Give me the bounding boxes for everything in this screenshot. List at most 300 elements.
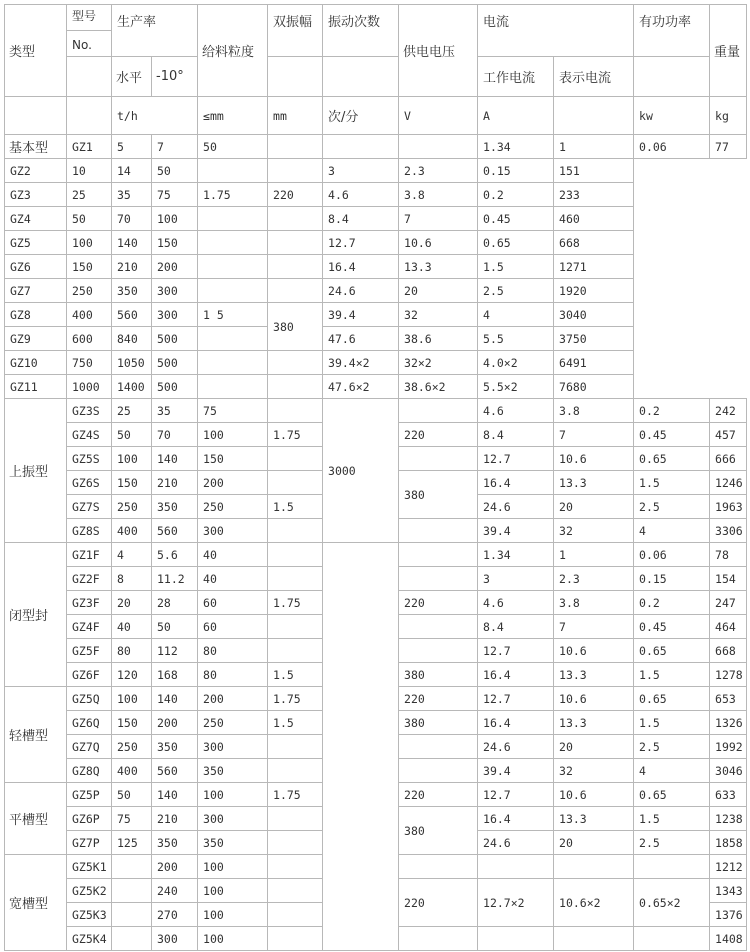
cell-horizontal: 600 bbox=[67, 327, 112, 351]
cell-weight: 233 bbox=[554, 183, 634, 207]
cell-work-current: 24.6 bbox=[478, 495, 554, 519]
cell-minus10: 210 bbox=[112, 255, 152, 279]
cell-power: 4 bbox=[478, 303, 554, 327]
cell-amplitude bbox=[198, 159, 268, 183]
group-label-basic: 基本型 bbox=[5, 135, 67, 159]
cell-power: 0.06 bbox=[634, 135, 710, 159]
unit-feed-size: ≤mm bbox=[198, 97, 268, 135]
cell-work-current: 47.6×2 bbox=[323, 375, 399, 399]
cell-work-current: 1.34 bbox=[478, 135, 554, 159]
cell-minus10: 168 bbox=[152, 663, 198, 687]
cell-amplitude bbox=[268, 735, 323, 759]
cell-horizontal bbox=[112, 879, 152, 903]
cell-minus10: 7 bbox=[152, 135, 198, 159]
cell-amplitude bbox=[198, 351, 268, 375]
cell-horizontal: 250 bbox=[67, 279, 112, 303]
cell-work-current: 39.4×2 bbox=[323, 351, 399, 375]
group-label-top-vibe: 上振型 bbox=[5, 399, 67, 543]
cell-work-current: 3 bbox=[323, 159, 399, 183]
cell-horizontal: 100 bbox=[112, 447, 152, 471]
cell-power: 4 bbox=[634, 759, 710, 783]
cell-model: GZ8S bbox=[67, 519, 112, 543]
unit-current: A bbox=[478, 97, 554, 135]
cell-minus10: 200 bbox=[152, 855, 198, 879]
cell-amplitude bbox=[268, 543, 323, 567]
cell-amplitude bbox=[198, 255, 268, 279]
cell-voltage bbox=[399, 567, 478, 591]
cell-work-current: 12.7 bbox=[323, 231, 399, 255]
cell-minus10: 70 bbox=[112, 207, 152, 231]
cell-model: GZ2F bbox=[67, 567, 112, 591]
cell-display-current: 20 bbox=[554, 735, 634, 759]
cell-voltage: 220 bbox=[399, 879, 478, 927]
cell-power: 4.0×2 bbox=[478, 351, 554, 375]
cell-display-current: 20 bbox=[554, 831, 634, 855]
header-type: 类型 bbox=[5, 5, 67, 97]
cell-feed: 500 bbox=[152, 375, 198, 399]
cell-amplitude: 1.5 bbox=[268, 495, 323, 519]
cell-minus10: 140 bbox=[152, 447, 198, 471]
cell-work-current: 3 bbox=[478, 567, 554, 591]
cell-weight: 3750 bbox=[554, 327, 634, 351]
cell-display-current: 13.3 bbox=[554, 663, 634, 687]
cell-voltage bbox=[268, 375, 323, 399]
cell-horizontal: 150 bbox=[112, 471, 152, 495]
cell-display-current: 2.3 bbox=[399, 159, 478, 183]
cell-feed: 300 bbox=[152, 303, 198, 327]
cell-horizontal: 125 bbox=[112, 831, 152, 855]
cell-display-current: 38.6×2 bbox=[399, 375, 478, 399]
cell-weight: 1992 bbox=[710, 735, 747, 759]
cell-feed: 250 bbox=[198, 495, 268, 519]
cell-amplitude bbox=[268, 447, 323, 471]
cell-horizontal: 1000 bbox=[67, 375, 112, 399]
cell-horizontal bbox=[112, 855, 152, 879]
cell-voltage: 220 bbox=[399, 591, 478, 615]
cell-model: GZ1 bbox=[67, 135, 112, 159]
cell-display-current: 32 bbox=[399, 303, 478, 327]
cell-display-current: 38.6 bbox=[399, 327, 478, 351]
cell-model: GZ6 bbox=[5, 255, 67, 279]
cell-display-current: 20 bbox=[554, 495, 634, 519]
cell-display-current: 13.3 bbox=[554, 471, 634, 495]
cell-voltage bbox=[399, 399, 478, 423]
cell-feed: 200 bbox=[152, 255, 198, 279]
table-row bbox=[5, 231, 747, 255]
cell-power: 0.45 bbox=[634, 423, 710, 447]
cell-feed: 300 bbox=[198, 807, 268, 831]
cell-work-current: 16.4 bbox=[478, 663, 554, 687]
cell-display-current: 13.3 bbox=[554, 711, 634, 735]
unit-capacity: t/h bbox=[112, 97, 198, 135]
cell-vib-freq-merged bbox=[323, 135, 399, 159]
cell-work-current: 4.6 bbox=[478, 399, 554, 423]
table-row bbox=[5, 543, 747, 567]
cell-horizontal: 50 bbox=[112, 423, 152, 447]
cell-work-current: 39.4 bbox=[478, 759, 554, 783]
cell-work-current: 24.6 bbox=[478, 735, 554, 759]
cell-horizontal: 100 bbox=[112, 687, 152, 711]
cell-horizontal: 100 bbox=[67, 231, 112, 255]
cell-weight: 633 bbox=[710, 783, 747, 807]
header-blank bbox=[323, 57, 399, 97]
table-row bbox=[5, 159, 747, 183]
cell-feed: 100 bbox=[198, 927, 268, 951]
header-current: 电流 bbox=[478, 5, 634, 57]
header-feed-size: 给料粒度 bbox=[198, 5, 268, 97]
cell-minus10: 5.6 bbox=[152, 543, 198, 567]
cell-feed: 500 bbox=[152, 327, 198, 351]
cell-work-current: 4.6 bbox=[323, 183, 399, 207]
cell-feed: 150 bbox=[152, 231, 198, 255]
cell-power: 2.5 bbox=[634, 495, 710, 519]
cell-amplitude: 1.5 bbox=[268, 711, 323, 735]
cell-minus10: 350 bbox=[152, 495, 198, 519]
cell-model: GZ5K3 bbox=[67, 903, 112, 927]
cell-minus10: 840 bbox=[112, 327, 152, 351]
table-row bbox=[5, 135, 747, 159]
cell-work-current: 12.7 bbox=[478, 783, 554, 807]
cell-amplitude bbox=[198, 375, 268, 399]
cell-work-current: 16.4 bbox=[478, 711, 554, 735]
cell-feed: 40 bbox=[198, 567, 268, 591]
cell-horizontal: 80 bbox=[112, 639, 152, 663]
cell-weight: 6491 bbox=[554, 351, 634, 375]
cell-weight: 666 bbox=[710, 447, 747, 471]
group-label-wide: 宽槽型 bbox=[5, 855, 67, 951]
cell-feed: 40 bbox=[198, 543, 268, 567]
cell-voltage: 380 bbox=[399, 471, 478, 519]
cell-voltage bbox=[399, 519, 478, 543]
cell-voltage bbox=[399, 135, 478, 159]
cell-display-current: 7 bbox=[399, 207, 478, 231]
cell-display-current: 32×2 bbox=[399, 351, 478, 375]
header-model: 型号 bbox=[67, 5, 112, 31]
cell-voltage bbox=[399, 615, 478, 639]
cell-voltage: 220 bbox=[399, 687, 478, 711]
cell-minus10: 112 bbox=[152, 639, 198, 663]
cell-feed: 75 bbox=[152, 183, 198, 207]
cell-weight: 1920 bbox=[554, 279, 634, 303]
cell-display-current: 3.8 bbox=[554, 399, 634, 423]
cell-weight: 1326 bbox=[710, 711, 747, 735]
cell-voltage bbox=[268, 207, 323, 231]
cell-minus10: 50 bbox=[152, 615, 198, 639]
cell-model: GZ6S bbox=[67, 471, 112, 495]
cell-model: GZ5P bbox=[67, 783, 112, 807]
cell-minus10: 350 bbox=[152, 831, 198, 855]
cell-feed: 200 bbox=[198, 687, 268, 711]
cell-minus10: 70 bbox=[152, 423, 198, 447]
cell-model: GZ11 bbox=[5, 375, 67, 399]
cell-amplitude bbox=[268, 639, 323, 663]
cell-horizontal: 20 bbox=[112, 591, 152, 615]
unit-weight: kg bbox=[710, 97, 747, 135]
cell-power: 0.06 bbox=[634, 543, 710, 567]
cell-power: 0.65 bbox=[478, 231, 554, 255]
cell-voltage bbox=[399, 735, 478, 759]
cell-feed: 100 bbox=[198, 879, 268, 903]
cell-feed: 100 bbox=[152, 207, 198, 231]
cell-horizontal: 25 bbox=[67, 183, 112, 207]
cell-minus10: 210 bbox=[152, 807, 198, 831]
cell-vib-freq-blank bbox=[323, 543, 399, 951]
cell-display-current: 3.8 bbox=[399, 183, 478, 207]
cell-horizontal: 75 bbox=[112, 807, 152, 831]
group-label-flat: 平槽型 bbox=[5, 783, 67, 855]
cell-feed: 250 bbox=[198, 711, 268, 735]
cell-voltage bbox=[268, 351, 323, 375]
cell-voltage bbox=[399, 855, 478, 879]
cell-amplitude bbox=[268, 927, 323, 951]
cell-amplitude bbox=[268, 855, 323, 879]
cell-power: 1.5 bbox=[634, 471, 710, 495]
cell-weight: 7680 bbox=[554, 375, 634, 399]
cell-power: 2.5 bbox=[634, 831, 710, 855]
cell-amplitude bbox=[198, 207, 268, 231]
cell-horizontal: 5 bbox=[112, 135, 152, 159]
cell-power: 5.5 bbox=[478, 327, 554, 351]
header-blank bbox=[67, 57, 112, 97]
header-horizontal: 水平 bbox=[112, 57, 152, 97]
cell-display-current: 7 bbox=[554, 615, 634, 639]
cell-work-current: 12.7 bbox=[478, 447, 554, 471]
cell-horizontal: 400 bbox=[112, 759, 152, 783]
cell-display-current bbox=[554, 927, 634, 951]
cell-work-current: 47.6 bbox=[323, 327, 399, 351]
cell-weight: 78 bbox=[710, 543, 747, 567]
cell-model: GZ5S bbox=[67, 447, 112, 471]
cell-amplitude bbox=[268, 471, 323, 495]
cell-amplitude bbox=[268, 759, 323, 783]
cell-power: 0.65 bbox=[634, 687, 710, 711]
cell-minus10: 1050 bbox=[112, 351, 152, 375]
cell-horizontal: 10 bbox=[67, 159, 112, 183]
header-blank bbox=[634, 57, 710, 97]
cell-work-current bbox=[478, 927, 554, 951]
table-row bbox=[5, 399, 747, 423]
cell-voltage bbox=[399, 447, 478, 471]
cell-feed: 100 bbox=[198, 903, 268, 927]
cell-weight: 653 bbox=[710, 687, 747, 711]
spec-table bbox=[4, 4, 747, 951]
cell-model: GZ5Q bbox=[67, 687, 112, 711]
cell-work-current: 24.6 bbox=[323, 279, 399, 303]
header-display-current: 表示电流 bbox=[554, 57, 634, 97]
cell-model: GZ4F bbox=[67, 615, 112, 639]
unit-blank bbox=[5, 97, 67, 135]
cell-voltage: 380 bbox=[399, 807, 478, 855]
table-row bbox=[5, 183, 747, 207]
cell-model: GZ3S bbox=[67, 399, 112, 423]
cell-work-current: 12.7 bbox=[478, 687, 554, 711]
cell-feed: 300 bbox=[198, 735, 268, 759]
cell-work-current: 12.7 bbox=[478, 639, 554, 663]
cell-amplitude bbox=[268, 903, 323, 927]
cell-model: GZ5K2 bbox=[67, 879, 112, 903]
cell-work-current: 8.4 bbox=[478, 615, 554, 639]
cell-minus10: 1400 bbox=[112, 375, 152, 399]
cell-weight: 77 bbox=[710, 135, 747, 159]
cell-work-current: 8.4 bbox=[478, 423, 554, 447]
cell-amplitude: 1.75 bbox=[268, 591, 323, 615]
cell-model: GZ7 bbox=[5, 279, 67, 303]
cell-minus10: 560 bbox=[152, 759, 198, 783]
cell-amplitude: 1.5 bbox=[268, 663, 323, 687]
cell-minus10: 560 bbox=[112, 303, 152, 327]
cell-horizontal: 250 bbox=[112, 735, 152, 759]
cell-minus10: 35 bbox=[112, 183, 152, 207]
cell-feed: 50 bbox=[198, 135, 268, 159]
cell-voltage bbox=[268, 255, 323, 279]
cell-model: GZ7P bbox=[67, 831, 112, 855]
cell-work-current: 16.4 bbox=[478, 807, 554, 831]
cell-feed: 50 bbox=[152, 159, 198, 183]
cell-horizontal: 8 bbox=[112, 567, 152, 591]
cell-horizontal: 150 bbox=[112, 711, 152, 735]
cell-power: 0.2 bbox=[478, 183, 554, 207]
cell-minus10: 350 bbox=[152, 735, 198, 759]
cell-voltage bbox=[268, 159, 323, 183]
cell-minus10: 210 bbox=[152, 471, 198, 495]
cell-model: GZ1F bbox=[67, 543, 112, 567]
cell-minus10: 560 bbox=[152, 519, 198, 543]
cell-horizontal: 40 bbox=[112, 615, 152, 639]
cell-horizontal: 120 bbox=[112, 663, 152, 687]
unit-vib-freq: 次/分 bbox=[323, 97, 399, 135]
cell-horizontal: 150 bbox=[67, 255, 112, 279]
cell-weight: 1858 bbox=[710, 831, 747, 855]
cell-work-current: 1.34 bbox=[478, 543, 554, 567]
cell-model: GZ9 bbox=[5, 327, 67, 351]
header-voltage: 供电电压 bbox=[399, 5, 478, 97]
cell-model: GZ7S bbox=[67, 495, 112, 519]
cell-work-current: 4.6 bbox=[478, 591, 554, 615]
cell-model: GZ10 bbox=[5, 351, 67, 375]
cell-weight: 1212 bbox=[710, 855, 747, 879]
cell-work-current: 16.4 bbox=[478, 471, 554, 495]
cell-horizontal bbox=[112, 903, 152, 927]
cell-minus10: 11.2 bbox=[152, 567, 198, 591]
cell-model: GZ6Q bbox=[67, 711, 112, 735]
cell-display-current: 1 bbox=[554, 543, 634, 567]
cell-amplitude bbox=[268, 807, 323, 831]
cell-power: 0.65 bbox=[634, 783, 710, 807]
cell-power: 2.5 bbox=[478, 279, 554, 303]
cell-feed: 60 bbox=[198, 591, 268, 615]
cell-minus10: 300 bbox=[152, 927, 198, 951]
cell-model: GZ8Q bbox=[67, 759, 112, 783]
cell-feed: 300 bbox=[152, 279, 198, 303]
header-blank bbox=[268, 57, 323, 97]
cell-weight: 1343 bbox=[710, 879, 747, 903]
cell-amplitude: 1.75 bbox=[198, 183, 268, 207]
cell-power: 1.5 bbox=[634, 807, 710, 831]
cell-display-current: 13.3 bbox=[399, 255, 478, 279]
cell-model: GZ5K1 bbox=[67, 855, 112, 879]
cell-weight: 3040 bbox=[554, 303, 634, 327]
table-row bbox=[5, 255, 747, 279]
cell-feed: 60 bbox=[198, 615, 268, 639]
cell-voltage bbox=[268, 279, 323, 303]
cell-amplitude bbox=[268, 519, 323, 543]
cell-minus10: 28 bbox=[152, 591, 198, 615]
cell-amplitude: 1.75 bbox=[268, 423, 323, 447]
cell-power: 0.15 bbox=[634, 567, 710, 591]
cell-weight: 3046 bbox=[710, 759, 747, 783]
cell-minus10: 35 bbox=[152, 399, 198, 423]
cell-horizontal: 400 bbox=[112, 519, 152, 543]
cell-work-current: 24.6 bbox=[478, 831, 554, 855]
cell-amplitude bbox=[268, 135, 323, 159]
cell-amplitude: 1 5 bbox=[198, 303, 268, 327]
cell-power: 0.65 bbox=[634, 447, 710, 471]
cell-vib-freq-3000: 3000 bbox=[323, 399, 399, 543]
cell-model: GZ3F bbox=[67, 591, 112, 615]
cell-amplitude: 1.75 bbox=[268, 687, 323, 711]
cell-voltage bbox=[399, 639, 478, 663]
header-power: 有功功率 bbox=[634, 5, 710, 57]
cell-display-current bbox=[554, 855, 634, 879]
cell-weight: 1278 bbox=[710, 663, 747, 687]
cell-weight: 1246 bbox=[710, 471, 747, 495]
cell-voltage bbox=[399, 543, 478, 567]
cell-amplitude bbox=[268, 831, 323, 855]
cell-voltage: 380 bbox=[268, 303, 323, 351]
cell-display-current: 3.8 bbox=[554, 591, 634, 615]
cell-voltage bbox=[399, 759, 478, 783]
cell-minus10: 140 bbox=[152, 687, 198, 711]
cell-weight: 668 bbox=[554, 231, 634, 255]
table-row bbox=[5, 327, 747, 351]
table-row bbox=[5, 303, 747, 327]
cell-feed: 100 bbox=[198, 423, 268, 447]
cell-power bbox=[634, 855, 710, 879]
cell-model: GZ8 bbox=[5, 303, 67, 327]
cell-display-current: 10.6 bbox=[554, 687, 634, 711]
cell-weight: 668 bbox=[710, 639, 747, 663]
cell-power: 0.45 bbox=[634, 615, 710, 639]
cell-work-current: 8.4 bbox=[323, 207, 399, 231]
cell-feed: 300 bbox=[198, 519, 268, 543]
cell-voltage bbox=[268, 231, 323, 255]
table-row bbox=[5, 207, 747, 231]
cell-power: 2.5 bbox=[634, 735, 710, 759]
cell-model: GZ6P bbox=[67, 807, 112, 831]
cell-voltage: 380 bbox=[399, 711, 478, 735]
cell-weight: 247 bbox=[710, 591, 747, 615]
header-minus10: -10° bbox=[152, 57, 198, 97]
cell-work-current: 12.7×2 bbox=[478, 879, 554, 927]
cell-model: GZ5 bbox=[5, 231, 67, 255]
cell-horizontal: 750 bbox=[67, 351, 112, 375]
cell-feed: 80 bbox=[198, 639, 268, 663]
cell-weight: 1376 bbox=[710, 903, 747, 927]
cell-horizontal: 4 bbox=[112, 543, 152, 567]
cell-power: 0.2 bbox=[634, 591, 710, 615]
cell-amplitude bbox=[198, 279, 268, 303]
table-row bbox=[5, 351, 747, 375]
cell-weight: 154 bbox=[710, 567, 747, 591]
cell-minus10: 140 bbox=[112, 231, 152, 255]
header-weight: 重量 bbox=[710, 5, 747, 97]
cell-display-current: 13.3 bbox=[554, 807, 634, 831]
cell-model: GZ7Q bbox=[67, 735, 112, 759]
cell-voltage: 220 bbox=[268, 183, 323, 207]
cell-weight: 460 bbox=[554, 207, 634, 231]
cell-weight: 464 bbox=[710, 615, 747, 639]
cell-amplitude: 1.75 bbox=[268, 783, 323, 807]
